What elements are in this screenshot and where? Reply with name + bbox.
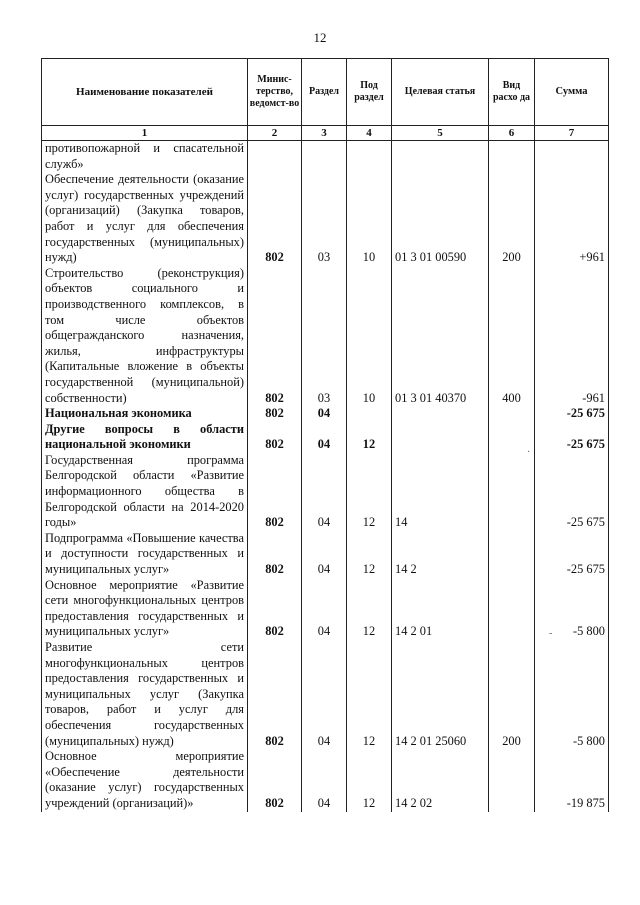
table-row xyxy=(42,172,609,266)
header-expense-type: Вид расхо да xyxy=(489,59,535,126)
cell-name: противопожарной и спасательной служб» xyxy=(42,141,248,173)
cell-ministry: 802 xyxy=(248,406,302,422)
cell-expense-type: 400 xyxy=(489,266,535,406)
cell-subsection: 12 xyxy=(347,422,392,453)
cell-sum: -961 xyxy=(535,266,609,406)
cell-ministry: 802 xyxy=(248,266,302,406)
table-row xyxy=(42,749,609,811)
budget-table xyxy=(41,58,609,812)
scan-speck: - xyxy=(549,628,553,639)
cell-subsection xyxy=(347,141,392,173)
cell-section: 03 xyxy=(302,172,347,266)
table-row xyxy=(42,266,609,406)
cell-ministry: 802 xyxy=(248,172,302,266)
cell-expense-type xyxy=(489,749,535,811)
cell-sum: -25 675 xyxy=(535,406,609,422)
cell-target: 01 3 01 40370 xyxy=(392,266,489,406)
table-row xyxy=(42,406,609,422)
cell-target: 14 2 xyxy=(392,531,489,578)
table-row xyxy=(42,422,609,453)
cell-subsection: 12 xyxy=(347,640,392,749)
cell-target: 14 2 01 xyxy=(392,578,489,640)
column-number: 4 xyxy=(347,126,392,141)
table-row xyxy=(42,531,609,578)
table-row xyxy=(42,640,609,749)
cell-ministry: 802 xyxy=(248,531,302,578)
cell-name: Другие вопросы в области национальной экономики xyxy=(42,422,248,453)
cell-sum: -19 875 xyxy=(535,749,609,811)
header-target: Целевая статья xyxy=(392,59,489,126)
cell-target: 14 xyxy=(392,453,489,531)
cell-target: 01 3 01 00590 xyxy=(392,172,489,266)
cell-name: Строительство (реконструкция) объектов социального и производственного комплексов, в том числе объектов общегражданского назначения, жилья, инфраструктуры (Капитальные вложение в объекты государственной (муниципальной) собственности) xyxy=(42,266,248,406)
cell-expense-type xyxy=(489,406,535,422)
cell-subsection: 12 xyxy=(347,578,392,640)
cell-name: Развитие сети многофункциональных центров предоставления государственных и муниципальных услуг (Закупка товаров, работ и услуг для обеспечения государственных (муниципальных) нужд) xyxy=(42,640,248,749)
cell-name: Подпрограмма «Повышение качества и доступности государственных и муниципальных услуг» xyxy=(42,531,248,578)
cell-target: 14 2 01 25060 xyxy=(392,640,489,749)
cell-sum: -25 675 xyxy=(535,422,609,453)
cell-section: 03 xyxy=(302,266,347,406)
cell-target xyxy=(392,422,489,453)
cell-name: Национальная экономика xyxy=(42,406,248,422)
cell-section: 04 xyxy=(302,453,347,531)
column-number: 2 xyxy=(248,126,302,141)
cell-expense-type: 200 xyxy=(489,640,535,749)
cell-subsection: 12 xyxy=(347,531,392,578)
cell-section xyxy=(302,141,347,173)
cell-ministry: 802 xyxy=(248,749,302,811)
cell-target xyxy=(392,406,489,422)
cell-ministry: 802 xyxy=(248,453,302,531)
cell-sum: -25 675 xyxy=(535,531,609,578)
cell-name: Обеспечение деятельности (оказание услуг) государственных учреждений (организаций) (Закупка товаров, работ и услуг для обеспечения государственных (муниципальных) нужд) xyxy=(42,172,248,266)
table-header-row xyxy=(42,59,609,126)
cell-sum: -5 800 xyxy=(535,578,609,640)
cell-subsection: 10 xyxy=(347,266,392,406)
cell-subsection xyxy=(347,406,392,422)
cell-target xyxy=(392,141,489,173)
header-ministry: Минис-терство, ведомст-во xyxy=(248,59,302,126)
cell-name: Государственная программа Белгородской области «Развитие информационного общества в Белгородской области на 2014-2020 годы» xyxy=(42,453,248,531)
cell-sum: -25 675 xyxy=(535,453,609,531)
scan-speck: · xyxy=(527,447,531,458)
cell-ministry: 802 xyxy=(248,578,302,640)
column-number: 6 xyxy=(489,126,535,141)
column-number-row xyxy=(42,126,609,141)
column-number: 1 xyxy=(42,126,248,141)
cell-section: 04 xyxy=(302,640,347,749)
cell-sum xyxy=(535,141,609,173)
header-sum: Сумма xyxy=(535,59,609,126)
header-name: Наименование показателей xyxy=(42,59,248,126)
cell-expense-type xyxy=(489,141,535,173)
column-number: 3 xyxy=(302,126,347,141)
table-row xyxy=(42,141,609,173)
cell-sum: -5 800 xyxy=(535,640,609,749)
cell-subsection: 10 xyxy=(347,172,392,266)
cell-section: 04 xyxy=(302,749,347,811)
cell-expense-type xyxy=(489,578,535,640)
cell-section: 04 xyxy=(302,406,347,422)
cell-ministry: 802 xyxy=(248,422,302,453)
cell-sum: +961 xyxy=(535,172,609,266)
column-number: 5 xyxy=(392,126,489,141)
cell-expense-type xyxy=(489,453,535,531)
page-number: 12 xyxy=(313,30,327,45)
table-row xyxy=(42,453,609,531)
cell-target: 14 2 02 xyxy=(392,749,489,811)
cell-subsection: 12 xyxy=(347,453,392,531)
header-section: Раздел xyxy=(302,59,347,126)
cell-expense-type xyxy=(489,531,535,578)
column-number: 7 xyxy=(535,126,609,141)
table-row xyxy=(42,578,609,640)
cell-section: 04 xyxy=(302,422,347,453)
cell-ministry: 802 xyxy=(248,640,302,749)
cell-ministry xyxy=(248,141,302,173)
cell-name: Основное мероприятие «Обеспечение деятельности (оказание услуг) государственных учреждений (организаций)» xyxy=(42,749,248,811)
cell-section: 04 xyxy=(302,578,347,640)
cell-expense-type: 200 xyxy=(489,172,535,266)
cell-subsection: 12 xyxy=(347,749,392,811)
cell-section: 04 xyxy=(302,531,347,578)
header-subsection: Под раздел xyxy=(347,59,392,126)
cell-name: Основное мероприятие «Развитие сети многофункциональных центров предоставления государственных и муниципальных услуг» xyxy=(42,578,248,640)
